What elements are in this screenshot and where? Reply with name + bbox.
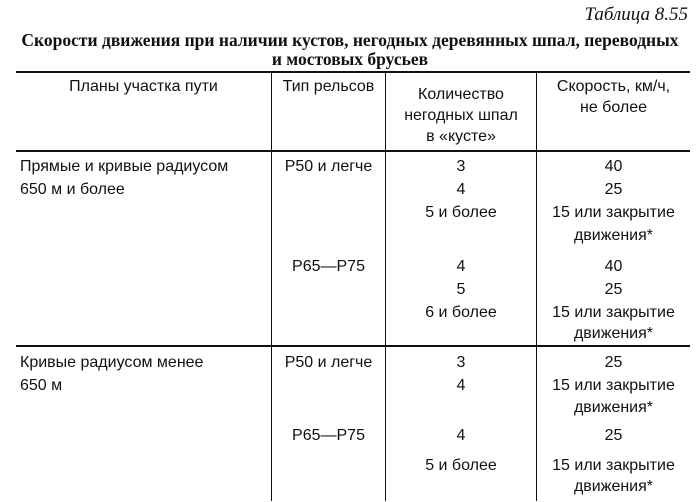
header-qty-line1: Количество xyxy=(418,86,504,103)
header-bottom-border xyxy=(16,150,690,152)
group1-row3-qty: 5 и более xyxy=(425,204,497,221)
group1-row1-qty: 3 xyxy=(456,158,466,175)
group1-row4-qty: 4 xyxy=(456,258,466,275)
header-plan: Планы участка пути xyxy=(69,78,218,95)
group2-row2-qty: 4 xyxy=(456,377,466,394)
group2-plan-line2: 650 м xyxy=(20,377,63,394)
group1-row6-speed-line2: движения* xyxy=(573,325,654,342)
group2-plan-line1: Кривые радиусом менее xyxy=(20,354,204,371)
table-title-line1: Скорости движения при наличии кустов, негодных деревянных шпал, переводных xyxy=(21,30,679,50)
group2-row4-qty: 5 и более xyxy=(425,457,497,474)
group2-row4-speed-line2: движения* xyxy=(573,478,654,495)
group2-row2-speed-line1: 15 или закрытие xyxy=(552,377,675,394)
group1-rail-a: Р50 и легче xyxy=(284,158,373,175)
header-qty-line3: в «кусте» xyxy=(426,128,496,145)
header-speed-line1: Скорость, км/ч, xyxy=(556,78,671,95)
table-top-border xyxy=(16,71,690,73)
group2-row2-speed-line2: движения* xyxy=(573,399,654,416)
group1-row4-speed: 40 xyxy=(604,258,623,275)
header-qty-line2: негодных шпал xyxy=(404,107,518,124)
group-divider xyxy=(16,345,690,347)
group2-rail-a: Р50 и легче xyxy=(284,354,373,371)
group1-row6-speed-line1: 15 или закрытие xyxy=(552,304,675,321)
group1-row3-speed-line1: 15 или закрытие xyxy=(552,204,675,221)
group1-row1-speed: 40 xyxy=(604,158,623,175)
group2-row1-qty: 3 xyxy=(456,354,466,371)
group2-rail-b: Р65—Р75 xyxy=(292,427,365,444)
group2-row3-qty: 4 xyxy=(456,427,466,444)
group1-row5-speed: 25 xyxy=(604,281,623,298)
group1-row2-qty: 4 xyxy=(456,181,466,198)
group1-row6-qty: 6 и более xyxy=(425,304,497,321)
group2-row3-speed: 25 xyxy=(604,427,623,444)
group1-plan-line2: 650 м и более xyxy=(20,181,125,198)
group1-row2-speed: 25 xyxy=(604,181,623,198)
group1-row5-qty: 5 xyxy=(456,281,466,298)
table-title-line2: и мостовых брусьев xyxy=(271,49,429,69)
group1-plan-line1: Прямые и кривые радиусом xyxy=(20,158,229,175)
group1-row3-speed-line2: движения* xyxy=(573,227,654,244)
group1-rail-b: Р65—Р75 xyxy=(292,258,365,275)
header-rail-type: Тип рельсов xyxy=(282,78,375,95)
group2-row1-speed: 25 xyxy=(604,354,623,371)
table-number: Таблица 8.55 xyxy=(584,4,688,25)
group2-row4-speed-line1: 15 или закрытие xyxy=(552,457,675,474)
header-speed-line2: не более xyxy=(579,99,648,116)
